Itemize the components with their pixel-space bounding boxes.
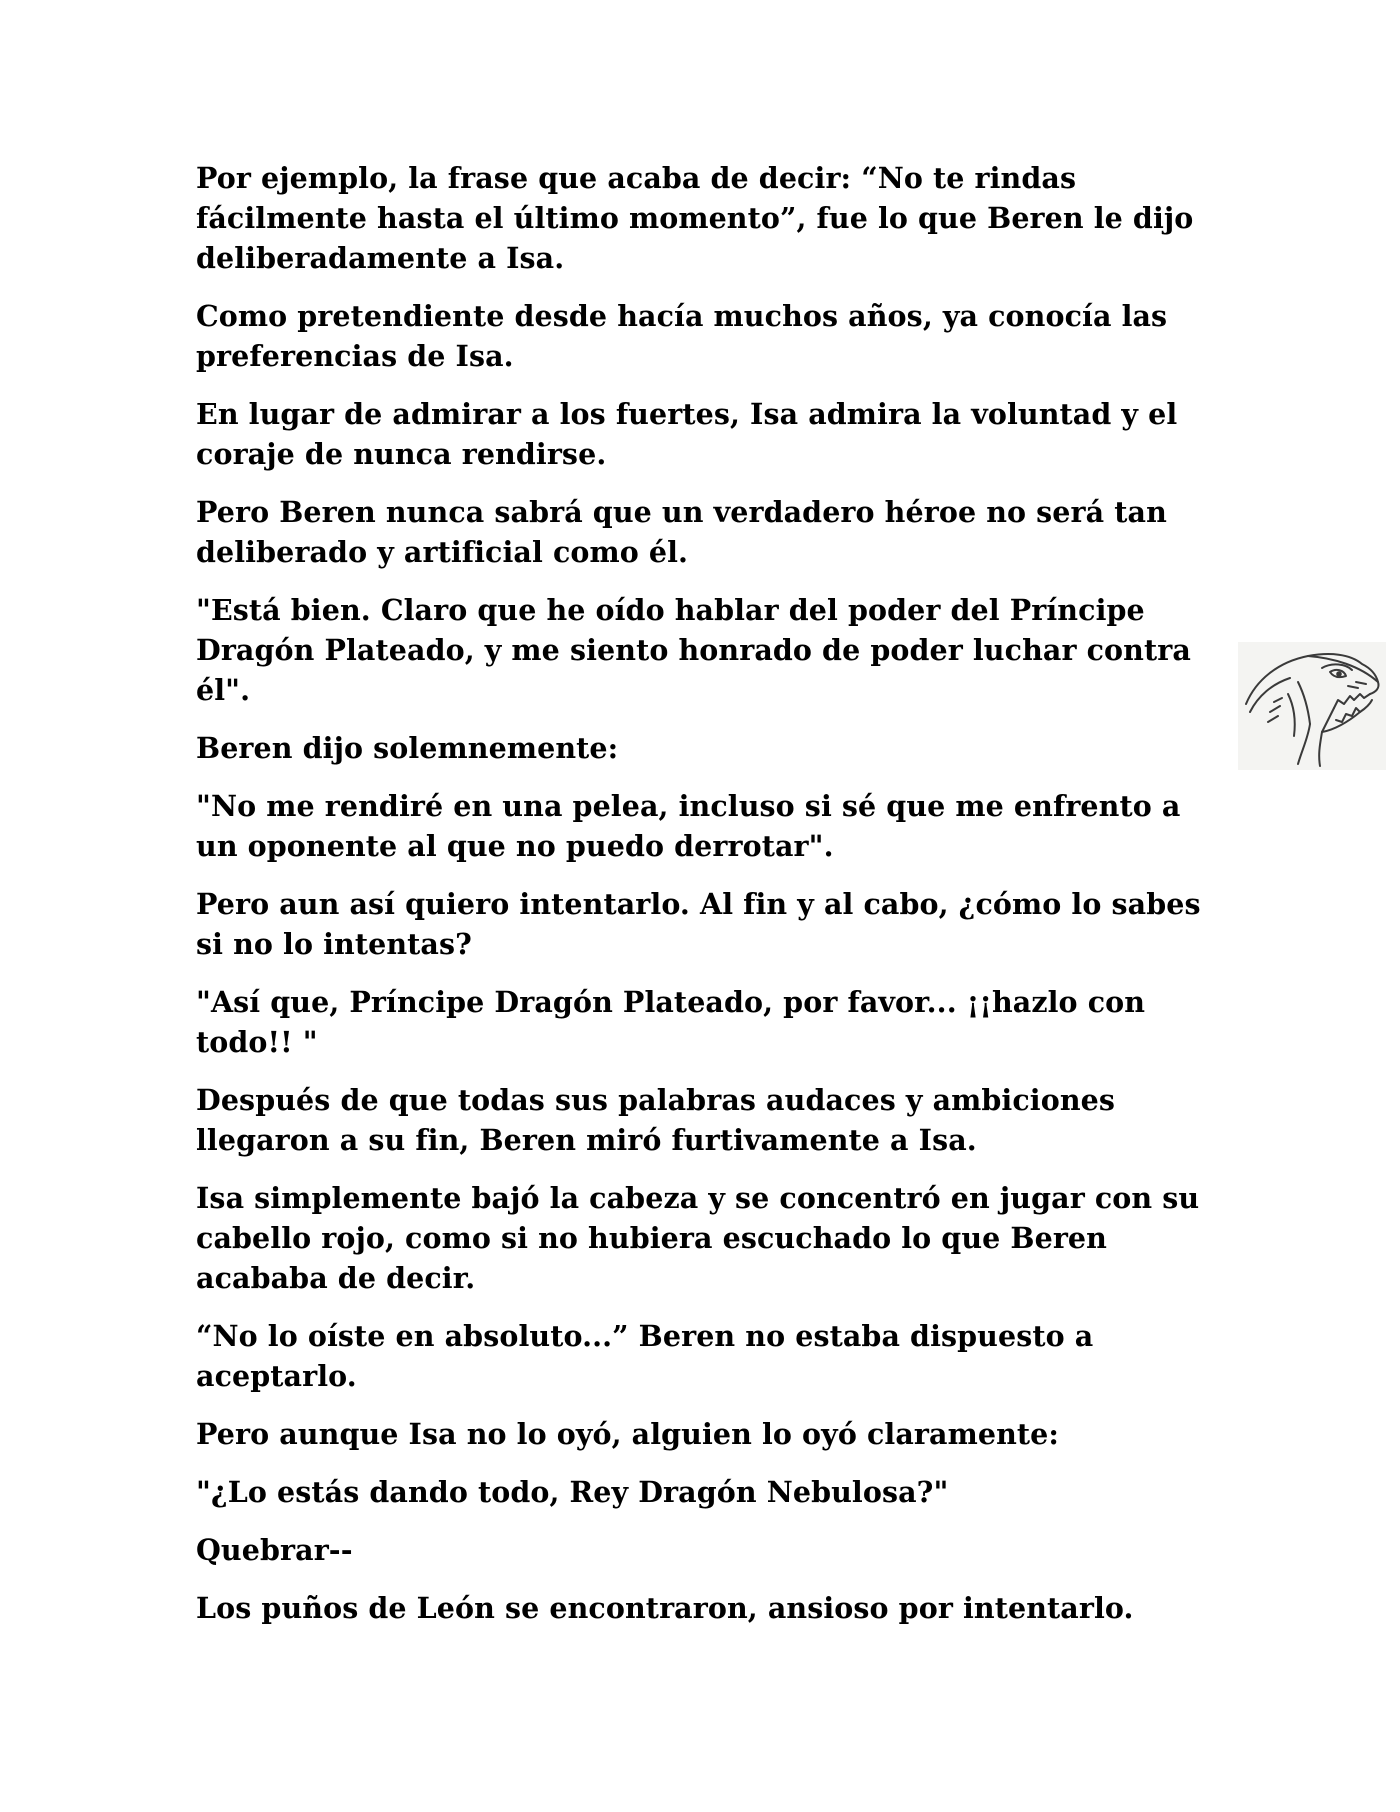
paragraph-2: Como pretendiente desde hacía muchos años, ya conocía las preferencias de Isa. xyxy=(196,299,1168,373)
paragraph-5: "Está bien. Claro que he oído hablar del poder del Príncipe Dragón Plateado, y me siento honrado de poder luchar contra él". xyxy=(196,593,1191,707)
paragraph-12: “No lo oíste en absoluto...” Beren no estaba dispuesto a aceptarlo. xyxy=(196,1319,1094,1393)
paragraph-11: Isa simplemente bajó la cabeza y se concentró en jugar con su cabello rojo, como si no hubiera escuchado lo que Beren acababa de decir. xyxy=(196,1181,1200,1295)
paragraph-13: Pero aunque Isa no lo oyó, alguien lo oyó claramente: xyxy=(196,1417,1060,1451)
paragraph-10: Después de que todas sus palabras audaces y ambiciones llegaron a su fin, Beren miró furtivamente a Isa. xyxy=(196,1083,1116,1157)
dinosaur-head-sketch-svg xyxy=(1238,642,1386,770)
paragraph-16: Los puños de León se encontraron, ansioso por intentarlo. xyxy=(196,1591,1134,1625)
paragraph-9: "Así que, Príncipe Dragón Plateado, por favor... ¡¡hazlo con todo!! " xyxy=(196,985,1146,1059)
paragraph-8: Pero aun así quiero intentarlo. Al fin y al cabo, ¿cómo lo sabes si no lo intentas? xyxy=(196,887,1201,961)
paragraph-6: Beren dijo solemnemente: xyxy=(196,731,619,765)
paragraph-15: Quebrar-- xyxy=(196,1533,353,1567)
paragraph-14: "¿Lo estás dando todo, Rey Dragón Nebulosa?" xyxy=(196,1475,949,1509)
paragraph-3: En lugar de admirar a los fuertes, Isa admira la voluntad y el coraje de nunca rendirse. xyxy=(196,397,1178,471)
text-column xyxy=(196,158,1206,1646)
paragraph-4: Pero Beren nunca sabrá que un verdadero héroe no será tan deliberado y artificial como él. xyxy=(196,495,1167,569)
paragraph-7: "No me rendiré en una pelea, incluso si sé que me enfrento a un oponente al que no puedo derrotar". xyxy=(196,789,1181,863)
dinosaur-head-sketch-icon xyxy=(1238,642,1386,770)
paragraph-1: Por ejemplo, la frase que acaba de decir: “No te rindas fácilmente hasta el último momento”, fue lo que Beren le dijo deliberadamente a Isa. xyxy=(196,161,1194,275)
